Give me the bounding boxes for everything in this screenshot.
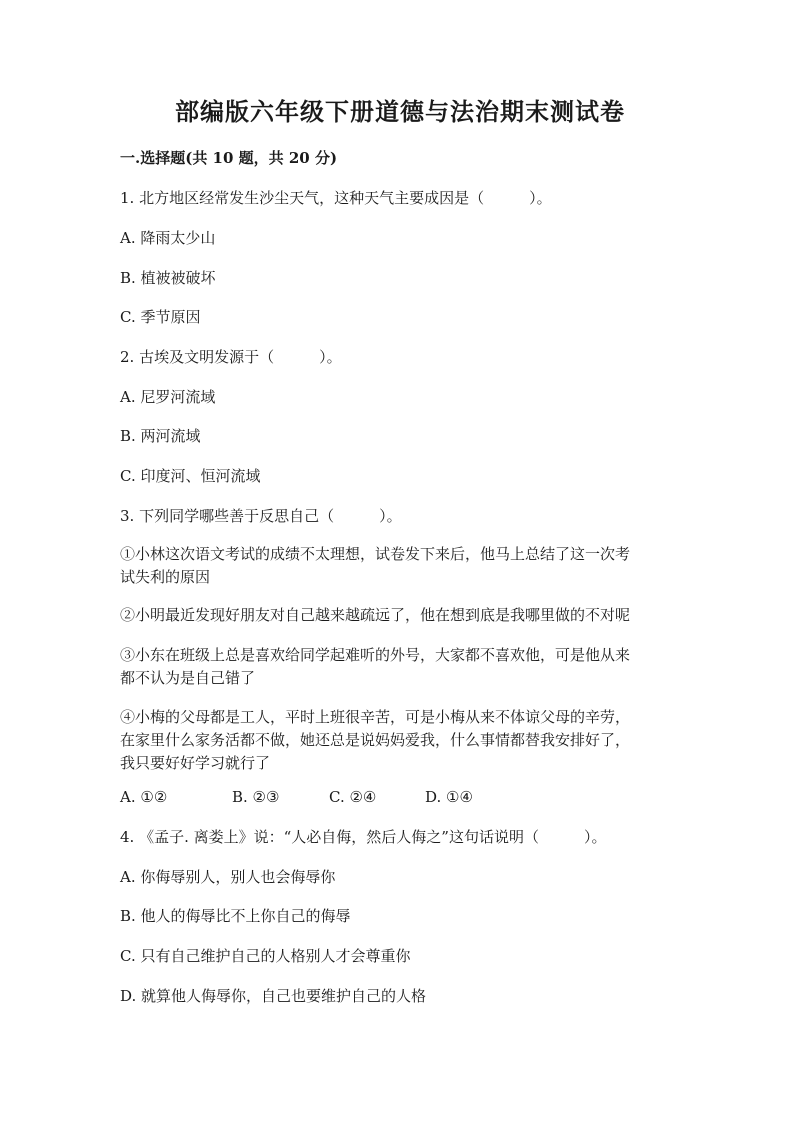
question-3-option-a: A. ①② [120,788,168,806]
question-3-statement-1 [120,543,680,589]
statement-line: 在家里什么家务活都不做，她还总是说妈妈爱我，什么事情都替我安排好了， [120,731,631,749]
question-1-option-c: C. 季节原因 [120,308,201,326]
section-heading: 一.选择题(共 10 题，共 20 分) [120,149,338,167]
question-2-option-b: B. 两河流域 [120,427,201,445]
statement-line: ④小梅的父母都是工人，平时上班很辛苦，可是小梅从来不体谅父母的辛劳， [120,708,631,726]
question-4-option-b: B. 他人的侮辱比不上你自己的侮辱 [120,907,351,925]
question-2-option-a: A. 尼罗河流域 [120,388,216,406]
question-3-statement-4 [120,706,680,775]
question-1-option-a: A. 降雨太少山 [120,229,216,247]
question-1-stem: 1. 北方地区经常发生沙尘天气，这种天气主要成因是（ ）。 [120,189,552,207]
question-4-option-a: A. 你侮辱别人，别人也会侮辱你 [120,868,336,886]
question-2-option-c: C. 印度河、恒河流域 [120,467,261,485]
statement-line: 我只要好好学习就行了 [120,754,271,772]
question-3-option-d: D. ①④ [425,788,473,806]
statement-line: ③小东在班级上总是喜欢给同学起难听的外号，大家都不喜欢他，可是他从来 [120,646,631,664]
question-1-option-b: B. 植被被破坏 [120,269,216,287]
statement-line: ②小明最近发现好朋友对自己越来越疏远了，他在想到底是我哪里做的不对呢 [120,606,631,624]
page-title: 部编版六年级下册道德与法治期末测试卷 [175,97,625,126]
question-3-statement-3 [120,644,680,690]
statement-line: 都不认为是自己错了 [120,669,256,687]
question-2-stem: 2. 古埃及文明发源于（ ）。 [120,348,342,366]
question-4-stem: 4. 《孟子. 离娄上》说：“人必自侮，然后人侮之”这句话说明（ ）。 [120,828,607,846]
question-3-option-b: B. ②③ [232,788,280,806]
statement-line: 试失利的原因 [120,568,211,586]
question-4-option-d: D. 就算他人侮辱你，自己也要维护自己的人格 [120,987,427,1005]
question-3-option-c: C. ②④ [329,788,377,806]
question-4-option-c: C. 只有自己维护自己的人格别人才会尊重你 [120,947,411,965]
question-3-statement-2 [120,604,680,627]
question-3-stem: 3. 下列同学哪些善于反思自己（ ）。 [120,507,402,525]
statement-line: ①小林这次语文考试的成绩不太理想，试卷发下来后，他马上总结了这一次考 [120,545,631,563]
